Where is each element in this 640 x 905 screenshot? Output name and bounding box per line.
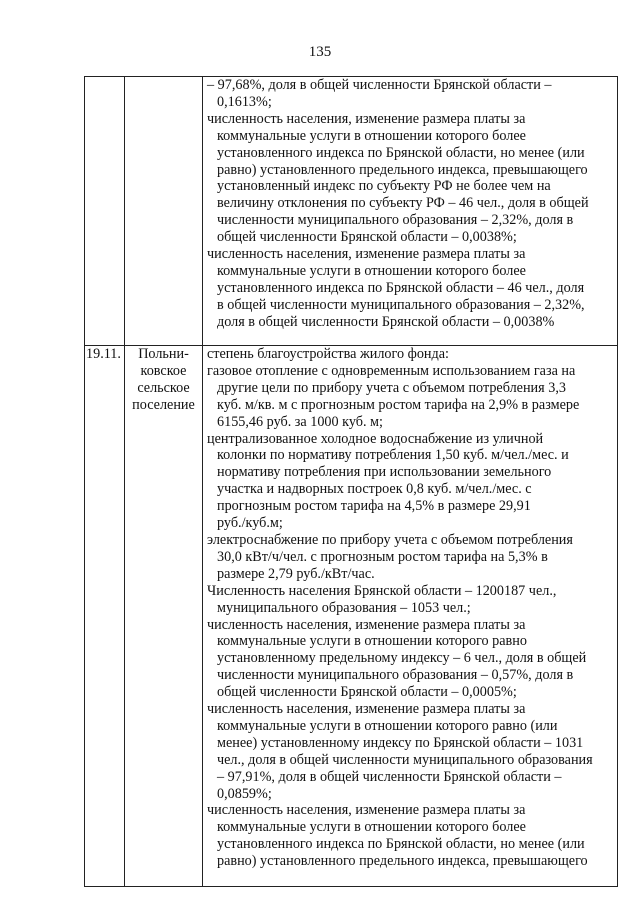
description-line: установленного индекса по Брянской области, но менее (или bbox=[217, 144, 585, 161]
settlement-name-line: Польни- bbox=[138, 346, 189, 362]
row-number-cell bbox=[85, 77, 125, 346]
settlement-name-line: сельское bbox=[137, 379, 190, 396]
description-line: электроснабжение по прибору учета с объемом потребления bbox=[207, 531, 573, 548]
page-number: 135 bbox=[308, 44, 332, 60]
description-line: колонки по нормативу потребления 1,50 куб. м/чел./мес. и bbox=[217, 447, 569, 464]
description-line: другие цели по прибору учета с объемом потребления 3,3 bbox=[217, 379, 566, 396]
description-line: степень благоустройства жилого фонда: bbox=[207, 346, 449, 362]
description-line: – 97,91%, доля в общей численности Брянской области – bbox=[217, 768, 562, 785]
document-table bbox=[84, 76, 618, 887]
description-line: коммунальные услуги в отношении которого более bbox=[217, 819, 526, 836]
table-row bbox=[85, 346, 618, 887]
description-line: установленного индекса по Брянской области, но менее (или bbox=[217, 836, 585, 853]
settlement-name-line: ковское bbox=[140, 362, 187, 379]
description-line: доля в общей численности Брянской области – 0,0038% bbox=[217, 313, 555, 330]
description-line: численность населения, изменение размера платы за bbox=[207, 802, 526, 819]
row-number-cell: 19.11. bbox=[85, 346, 125, 887]
description-line: 0,1613%; bbox=[217, 93, 272, 110]
description-line: численность населения, изменение размера платы за bbox=[207, 701, 526, 718]
description-line: нормативу потребления при использовании земельного bbox=[217, 464, 552, 481]
description-line: Численность населения Брянской области – 1200187 чел., bbox=[207, 582, 557, 599]
description-line: участка и надворных построек 0,8 куб. м/чел./мес. с bbox=[217, 481, 532, 498]
description-line: чел., доля в общей численности муниципального образования bbox=[217, 751, 593, 768]
description-line: установленного индекса по Брянской области – 46 чел., доля bbox=[217, 279, 585, 296]
description-line: численность населения, изменение размера платы за bbox=[207, 246, 526, 263]
description-line: общей численности Брянской области – 0,0005%; bbox=[217, 684, 517, 701]
description-line: численность населения, изменение размера платы за bbox=[207, 110, 526, 127]
description-line: численности муниципального образования – 0,57%, доля в bbox=[217, 667, 574, 684]
description-line: равно) установленного предельного индекса, превышающего bbox=[217, 161, 588, 178]
description-line: руб./куб.м; bbox=[217, 515, 283, 532]
description-line: установленному предельному индексу – 6 чел., доля в общей bbox=[217, 650, 587, 667]
description-line: прогнозным ростом тарифа на 4,5% в размере 29,91 bbox=[217, 498, 531, 515]
description-line: куб. м/кв. м с прогнозным ростом тарифа на 2,9% в размере bbox=[217, 396, 580, 413]
description-cell bbox=[203, 346, 618, 887]
description-line: коммунальные услуги в отношении которого более bbox=[217, 262, 526, 279]
table-row bbox=[85, 77, 618, 346]
description-line: централизованное холодное водоснабжение из уличной bbox=[207, 430, 544, 447]
description-line: муниципального образования – 1053 чел.; bbox=[217, 599, 471, 616]
settlement-name-line: поселение bbox=[132, 396, 195, 413]
description-line: коммунальные услуги в отношении которого равно bbox=[217, 633, 527, 650]
description-line: коммунальные услуги в отношении которого равно (или bbox=[217, 717, 558, 734]
description-line: общей численности Брянской области – 0,0038%; bbox=[217, 229, 517, 246]
description-line: газовое отопление с одновременным использованием газа на bbox=[207, 362, 576, 379]
description-line: установленный индекс по субъекту РФ не более чем на bbox=[217, 178, 551, 195]
description-line: 30,0 кВт/ч/чел. с прогнозным ростом тарифа на 5,3% в bbox=[217, 548, 548, 565]
description-line: 0,0859%; bbox=[217, 785, 272, 802]
description-line: коммунальные услуги в отношении которого более bbox=[217, 127, 526, 144]
description-line: – 97,68%, доля в общей численности Брянской области – bbox=[207, 77, 552, 93]
description-line: в общей численности муниципального образования – 2,32%, bbox=[217, 296, 585, 313]
description-line: численность населения, изменение размера платы за bbox=[207, 616, 526, 633]
description-line: равно) установленного предельного индекса, превышающего bbox=[217, 853, 588, 870]
settlement-name-cell bbox=[125, 346, 203, 887]
description-line: численности муниципального образования – 2,32%, доля в bbox=[217, 212, 574, 229]
description-line: 6155,46 руб. за 1000 куб. м; bbox=[217, 413, 383, 430]
description-line: менее) установленному индексу по Брянской области – 1031 bbox=[217, 734, 584, 751]
description-line: величину отклонения по субъекту РФ – 46 чел., доля в общей bbox=[217, 195, 589, 212]
description-cell bbox=[203, 77, 618, 346]
settlement-name-cell bbox=[125, 77, 203, 346]
description-line: размере 2,79 руб./кВт/час. bbox=[217, 565, 375, 582]
